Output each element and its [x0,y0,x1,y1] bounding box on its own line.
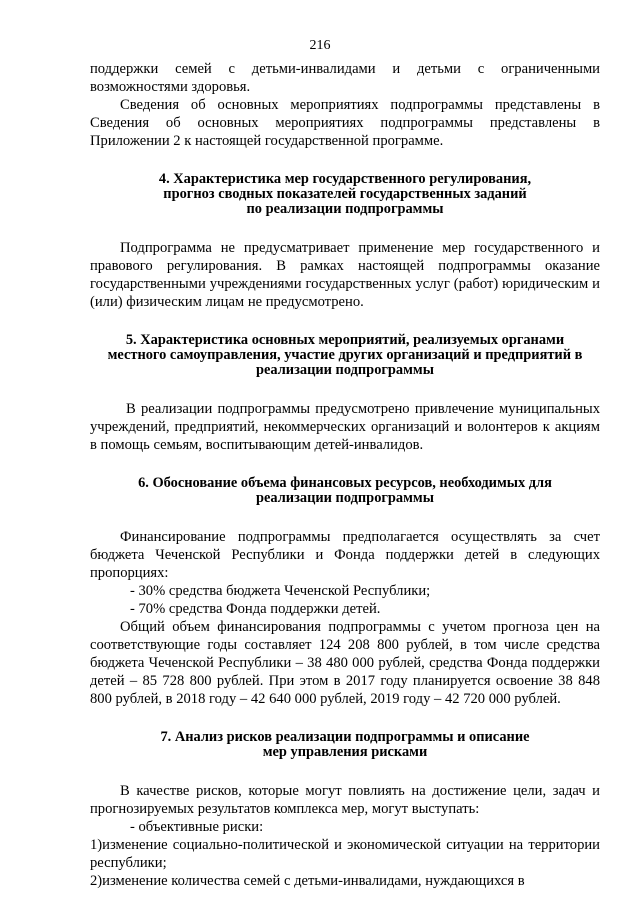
section-6-heading: 6. Обоснование объема финансовых ресурсов, необходимых для реализации подпрограммы [138,475,552,506]
section-7-list-item-3: 2)изменение количества семей с детьми-инвалидами, нуждающихся в [90,873,525,889]
section-7-list-item-2: 1)изменение социально-политической и экономической ситуации на территории республики; [90,837,600,871]
intro-paragraph-2: Сведения об основных мероприятиях подпрограммы представлены в Сведения об основных мероприятиях подпрограммы представлены в Приложении 2 к настоящей государственной программе. [90,97,600,149]
section-4-text: Подпрограмма не предусматривает применение мер государственного и правового регулирования. В рамках настоящей подпрограммы оказание государственными учреждениями государственных услуг (работ) юридическим и (или) физическим лицам не предусмотрено. [90,240,600,310]
section-6-list-item-1: - 30% средства бюджета Чеченской Республики; [130,583,431,599]
section-7-heading: 7. Анализ рисков реализации подпрограммы и описание мер управления рисками [160,729,530,760]
section-5-text: В реализации подпрограммы предусмотрено привлечение муниципальных учреждений, предприятий, некоммерческих организаций и волонтеров к акциям в помощь семьям, воспитывающим детей-инвалидов. [90,401,600,453]
section-6-text-1: Финансирование подпрограммы предполагается осуществлять за счет бюджета Чеченской Республики и Фонда поддержки детей в следующих пропорциях: [90,529,600,581]
section-6-text-2: Общий объем финансирования подпрограммы с учетом прогноза цен на соответствующие годы составляет 124 208 800 рублей, в том числе средства бюджета Чеченской Республики – 38 480 000 рублей, средства Фонда поддержки детей – 85 728 800 рублей. При этом в 2017 году планируется освоение 38 848 800 рублей, в 2018 году – 42 640 000 рублей, 2019 году – 42 720 000 рублей. [90,619,600,707]
section-7-text-1: В качестве рисков, которые могут повлиять на достижение цели, задач и прогнозируемых результатов комплекса мер, могут выступать: [90,783,600,817]
section-5-heading: 5. Характеристика основных мероприятий, реализуемых органами местного самоуправления, участие других организаций и предприятий в реализации подпрограммы [107,332,583,378]
section-7-list-item-1: - объективные риски: [130,819,264,835]
page-number: 216 [309,38,331,53]
section-4-heading: 4. Характеристика мер государственного регулирования, прогноз сводных показателей государственных заданий по реализации подпрограммы [158,171,532,217]
intro-paragraph-1: поддержки семей с детьми-инвалидами и детьми с ограниченными возможностями здоровья. [90,61,600,95]
document-body [90,60,600,890]
section-6-list-item-2: - 70% средства Фонда поддержки детей. [130,601,381,617]
